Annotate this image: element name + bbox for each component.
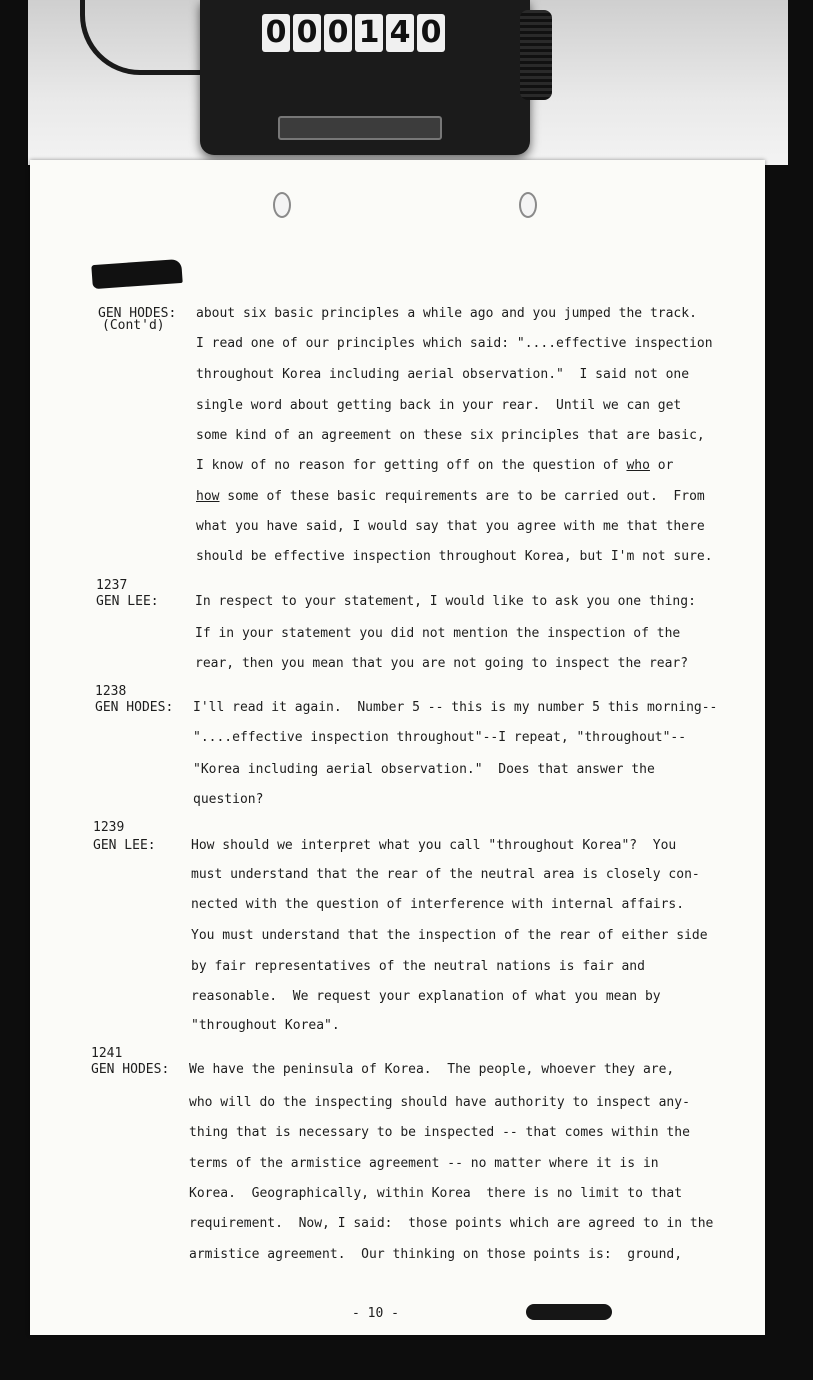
transcript-line: requirement. Now, I said: those points which are agreed to in the <box>189 1216 714 1231</box>
timestamp: 1241 <box>91 1046 123 1061</box>
transcript-line: throughout Korea including aerial observation." I said not one <box>196 367 690 382</box>
transcript-line: "throughout Korea". <box>191 1018 340 1033</box>
speaker-label: GEN HODES: <box>98 306 177 321</box>
transcript-line: by fair representatives of the neutral nations is fair and <box>191 959 645 974</box>
punch-hole <box>273 192 291 218</box>
transcript-line: should be effective inspection throughout Korea, but I'm not sure. <box>196 549 713 564</box>
transcript-line: single word about getting back in your rear. Until we can get <box>196 398 682 413</box>
transcript-line: must understand that the rear of the neutral area is closely con- <box>191 867 700 882</box>
page-number: - 10 - <box>352 1306 399 1321</box>
transcript-line: about six basic principles a while ago and you jumped the track. <box>196 306 697 321</box>
frame-counter <box>262 14 462 54</box>
speaker-label: GEN HODES: <box>91 1062 170 1077</box>
speaker-label: GEN HODES: <box>95 700 174 715</box>
transcript-line: who will do the inspecting should have authority to inspect any- <box>189 1095 690 1110</box>
transcript-line: terms of the armistice agreement -- no matter where it is in <box>189 1156 659 1171</box>
transcript-line: I'll read it again. Number 5 -- this is my number 5 this morning-- <box>193 700 718 715</box>
counter-digit: 0 <box>324 14 352 52</box>
transcript-line: We have the peninsula of Korea. The people, whoever they are, <box>189 1062 675 1077</box>
transcript-line: rear, then you mean that you are not going to inspect the rear? <box>195 656 689 671</box>
counter-digit: 1 <box>355 14 383 52</box>
line-segment: or <box>649 458 674 473</box>
speaker-label: GEN LEE: <box>93 838 156 853</box>
transcript-line: nected with the question of interference with internal affairs. <box>191 897 685 912</box>
counter-digit: 0 <box>262 14 290 52</box>
transcript-line <box>196 458 673 474</box>
counter-slot <box>278 116 442 140</box>
counter-knob <box>520 10 552 100</box>
transcript-line: some kind of an agreement on these six principles that are basic, <box>196 428 705 443</box>
underlined-word: who <box>626 458 650 473</box>
transcript-line: reasonable. We request your explanation of what you mean by <box>191 989 661 1004</box>
transcript-line: "Korea including aerial observation." Does that answer the <box>193 762 655 777</box>
speaker-label: GEN LEE: <box>96 594 159 609</box>
transcript-line: How should we interpret what you call "throughout Korea"? You <box>191 838 677 853</box>
timestamp: 1238 <box>95 684 127 699</box>
counter-digit: 0 <box>293 14 321 52</box>
counter-digit: 0 <box>417 14 445 52</box>
speaker-note: (Cont'd) <box>102 318 165 333</box>
line-segment: some of these basic requirements are to be carried out. From <box>219 489 705 504</box>
transcript-line: question? <box>193 792 264 807</box>
timestamp: 1239 <box>93 820 125 835</box>
redaction-mark <box>526 1304 612 1320</box>
transcript-line: "....effective inspection throughout"--I repeat, "throughout"-- <box>193 730 687 745</box>
punch-hole <box>519 192 537 218</box>
underlined-word: how <box>196 489 220 504</box>
timestamp: 1237 <box>96 578 128 593</box>
transcript-line: thing that is necessary to be inspected -- that comes within the <box>189 1125 690 1140</box>
transcript-line: I read one of our principles which said: "....effective inspection <box>196 336 713 351</box>
transcript-line: You must understand that the inspection of the rear of either side <box>191 928 708 943</box>
transcript-line: Korea. Geographically, within Korea there is no limit to that <box>189 1186 683 1201</box>
transcript-line <box>196 489 705 505</box>
counter-digit: 4 <box>386 14 414 52</box>
transcript-line: armistice agreement. Our thinking on those points is: ground, <box>189 1247 683 1262</box>
transcript-line: In respect to your statement, I would like to ask you one thing: <box>195 594 696 609</box>
transcript-line: what you have said, I would say that you agree with me that there <box>196 519 705 534</box>
line-segment: I know of no reason for getting off on the question of <box>196 458 627 473</box>
transcript-line: If in your statement you did not mention the inspection of the <box>195 626 681 641</box>
